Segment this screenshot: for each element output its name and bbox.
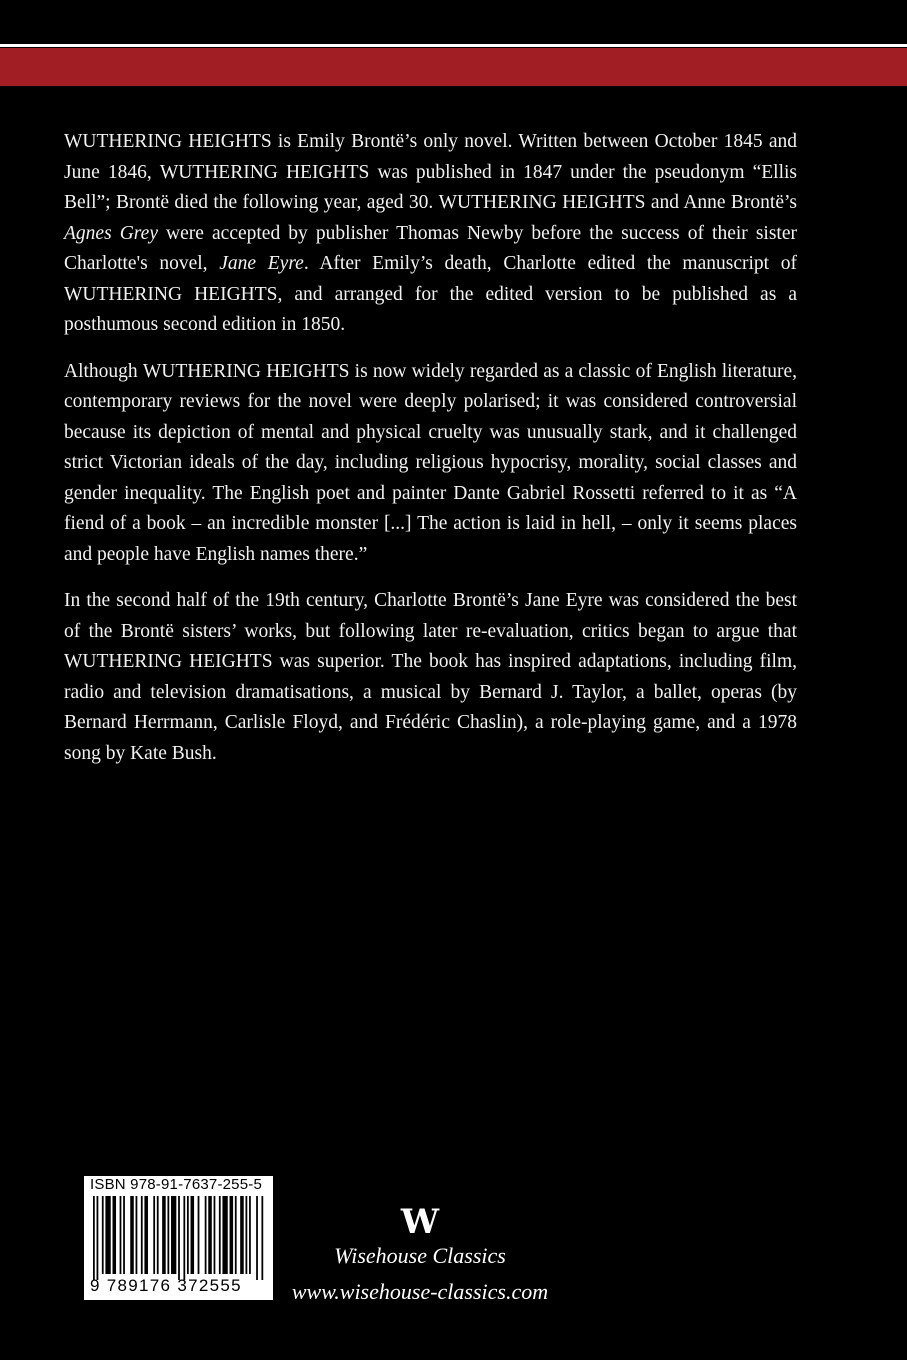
barcode-bar <box>198 1196 200 1274</box>
barcode-bar <box>97 1196 99 1280</box>
text-run: , and arranged for the edited version to be published as a posthumous second edition in 1850. <box>64 283 797 335</box>
book-blurb <box>64 127 797 785</box>
barcode-bar <box>249 1196 251 1274</box>
blurb-paragraph-1 <box>64 127 797 341</box>
barcode-bar <box>261 1196 263 1280</box>
isbn-label: ISBN 978-91-7637-255-5 <box>90 1176 263 1193</box>
barcode-bar <box>240 1196 244 1274</box>
barcode-bar <box>123 1196 125 1274</box>
book-title: WUTHERING HEIGHTS <box>64 131 272 152</box>
blurb-paragraph-3 <box>64 586 797 769</box>
barcode-bar <box>167 1196 169 1274</box>
barcode-bars <box>93 1196 265 1280</box>
book-title: WUTHERING HEIGHTS <box>159 161 370 183</box>
isbn-barcode <box>84 1176 273 1300</box>
barcode-bar <box>191 1196 195 1274</box>
barcode-bar <box>105 1196 110 1274</box>
red-band <box>0 48 907 86</box>
barcode-bar <box>141 1196 143 1274</box>
text-run: was published in 1847 under the pseudonym “Ellis Bell”; Brontë died the following year, aged 30. <box>64 161 797 213</box>
publisher-url[interactable]: www.wisehouse-classics.com <box>291 1279 549 1304</box>
text-run: . After Emily’s death, Charlotte edited the manuscript of <box>303 253 797 274</box>
barcode-bar <box>153 1196 155 1274</box>
barcode-bar <box>130 1196 134 1274</box>
text-run: and Anne Brontë’s <box>645 192 798 213</box>
barcode-bar <box>178 1196 180 1280</box>
book-title: WUTHERING HEIGHTS <box>64 651 273 672</box>
barcode-bar <box>162 1196 166 1274</box>
top-rule <box>0 44 907 47</box>
barcode-bar <box>222 1196 227 1274</box>
barcode-bar <box>136 1196 138 1274</box>
barcode-bar <box>219 1196 221 1274</box>
italic-title: Jane Eyre <box>219 253 304 274</box>
text-run: was superior. The book has inspired adaptations, including film, radio and television dramatisations, a musical by Bernard J. Taylor, a ballet, operas (by Bernard Herrmann, Carlisle Floyd, and Frédéric Chaslin), a role-playing game, and a 1978 song by Kate Bush. <box>64 651 797 764</box>
book-title: WUTHERING HEIGHTS <box>142 360 350 382</box>
text-run: In the second half of the 19th century, Charlotte Brontë’s Jane Eyre was considered the best of the Brontë sisters’ works, but following later re-evaluation, critics began to argue that <box>64 590 797 642</box>
book-title: WUTHERING HEIGHTS <box>64 283 278 305</box>
italic-title: Agnes Grey <box>64 222 158 244</box>
barcode-bar <box>208 1196 212 1274</box>
barcode-bar <box>205 1196 207 1274</box>
publisher-name: Wisehouse Classics <box>334 1243 506 1268</box>
barcode-bar <box>113 1196 117 1274</box>
barcode-bar <box>214 1196 216 1274</box>
barcode-bar <box>230 1196 234 1274</box>
text-run: is now widely regarded as a classic of English literature, contemporary reviews for the novel were deeply polarised; it was considered controversial because its depiction of mental and physical cruelty was unusually stark, and it challenged strict Victorian ideals of the day, including religious hypocrisy, morality, social classes and gender inequality. The English poet and painter Dante Gabriel Rossetti referred to it as “A fiend of a book – an incredible monster [...] The action is laid in hell, – only it seems places and people have English names there.” <box>64 360 797 565</box>
barcode-bar <box>93 1196 95 1280</box>
barcode-bar <box>183 1196 185 1280</box>
publisher-logo: W <box>400 1202 440 1242</box>
barcode-bar <box>245 1196 247 1274</box>
publisher-block <box>290 1202 550 1305</box>
text-run: Although <box>64 360 143 382</box>
barcode-bar <box>102 1196 104 1274</box>
barcode-bar <box>120 1196 122 1274</box>
text-run: is Emily Brontë’s only novel. Written between October 1845 and June 1846, <box>64 131 797 183</box>
barcode-digits: 9 789176 372555 <box>90 1276 242 1295</box>
barcode-bar <box>187 1196 189 1274</box>
barcode-bar <box>235 1196 237 1274</box>
blurb-paragraph-2 <box>64 357 797 571</box>
book-title: WUTHERING HEIGHTS <box>438 192 646 213</box>
barcode-bar <box>171 1196 176 1274</box>
text-run: were accepted by publisher Thomas Newby before the success of their sister Charlotte's novel, <box>64 222 797 274</box>
barcode-bar <box>157 1196 159 1274</box>
barcode-bar <box>144 1196 148 1274</box>
barcode-bar <box>256 1196 258 1280</box>
